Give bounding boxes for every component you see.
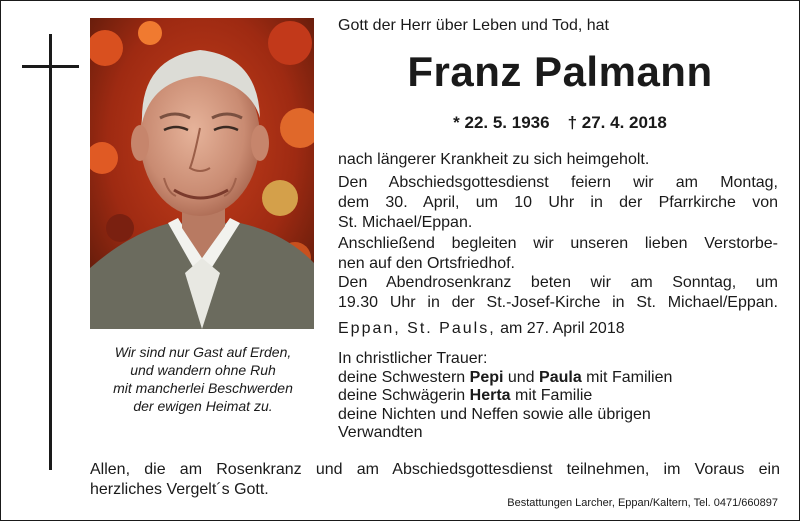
poem-line: mit mancherlei Beschwerden <box>113 380 293 396</box>
cross-vertical-beam <box>49 34 52 470</box>
cross-horizontal-beam <box>22 65 79 68</box>
burial-paragraph <box>338 234 778 274</box>
mourner-line <box>338 369 672 388</box>
text-line: dem 30. April, um 10 Uhr in der Pfarrkirche von <box>338 194 778 211</box>
text-line: Den Abschiedsgottesdienst feiern wir am Montag, <box>338 174 778 191</box>
text-line: nach längerer Krankheit zu sich heimgeholt. <box>338 151 650 168</box>
text-line: Allen, die am Rosenkranz und am Abschiedsgottesdienst teilnehmen, im Voraus ein <box>90 461 780 478</box>
intro-line: Gott der Herr über Leben und Tod, hat <box>338 17 609 34</box>
mourner-text: deine Schwestern <box>338 368 470 386</box>
life-dates <box>338 113 782 133</box>
mourner-name: Pepi <box>469 368 504 386</box>
mourner-text: mit Familie <box>510 387 593 404</box>
deceased-name: Franz Palmann <box>407 48 713 95</box>
place-name: Eppan, St. Pauls, <box>338 320 496 337</box>
mourner-text: mit Familien <box>581 368 673 386</box>
mourner-text: und <box>503 368 540 386</box>
taken-home-line <box>338 150 778 170</box>
mourning-heading: In christlicher Trauer: <box>338 350 488 367</box>
thanks-paragraph <box>90 460 780 500</box>
mourner-line: Verwandten <box>338 424 423 441</box>
rosary-paragraph <box>338 273 778 313</box>
mourner-name: Paula <box>539 368 582 386</box>
text-line: 19.30 Uhr in der St.-Josef-Kirche in St. Michael/Eppan. <box>338 294 778 311</box>
notice-date: am 27. April 2018 <box>500 320 625 337</box>
death-date: † 27. 4. 2018 <box>567 113 667 132</box>
text-line: nen auf den Ortsfriedhof. <box>338 255 515 272</box>
text-line: herzliches Vergelt´s Gott. <box>90 481 269 498</box>
undertaker-credit: Bestattungen Larcher, Eppan/Kaltern, Tel. 0471/660897 <box>507 497 778 509</box>
funeral-service-paragraph <box>338 173 778 233</box>
mourner-line: deine Nichten und Neffen sowie alle übrigen <box>338 405 651 423</box>
text-line: Den Abendrosenkranz beten wir am Sonntag, um <box>338 274 778 291</box>
poem-verse <box>88 343 318 415</box>
mourner-text: deine Schwägerin <box>338 387 470 404</box>
mourners-list <box>338 350 672 443</box>
mourner-name: Herta <box>469 387 511 404</box>
poem-line: und wandern ohne Ruh <box>130 362 276 378</box>
birth-date: * 22. 5. 1936 <box>453 113 550 132</box>
mourner-line <box>338 387 672 406</box>
poem-line: Wir sind nur Gast auf Erden, <box>114 344 292 360</box>
poem-line: der ewigen Heimat zu. <box>133 398 273 414</box>
text-line: Anschließend begleiten wir unseren lieben Verstorbe- <box>338 235 778 252</box>
place-and-date <box>338 320 625 338</box>
text-line: St. Michael/Eppan. <box>338 214 473 231</box>
portrait-photo <box>90 18 314 329</box>
